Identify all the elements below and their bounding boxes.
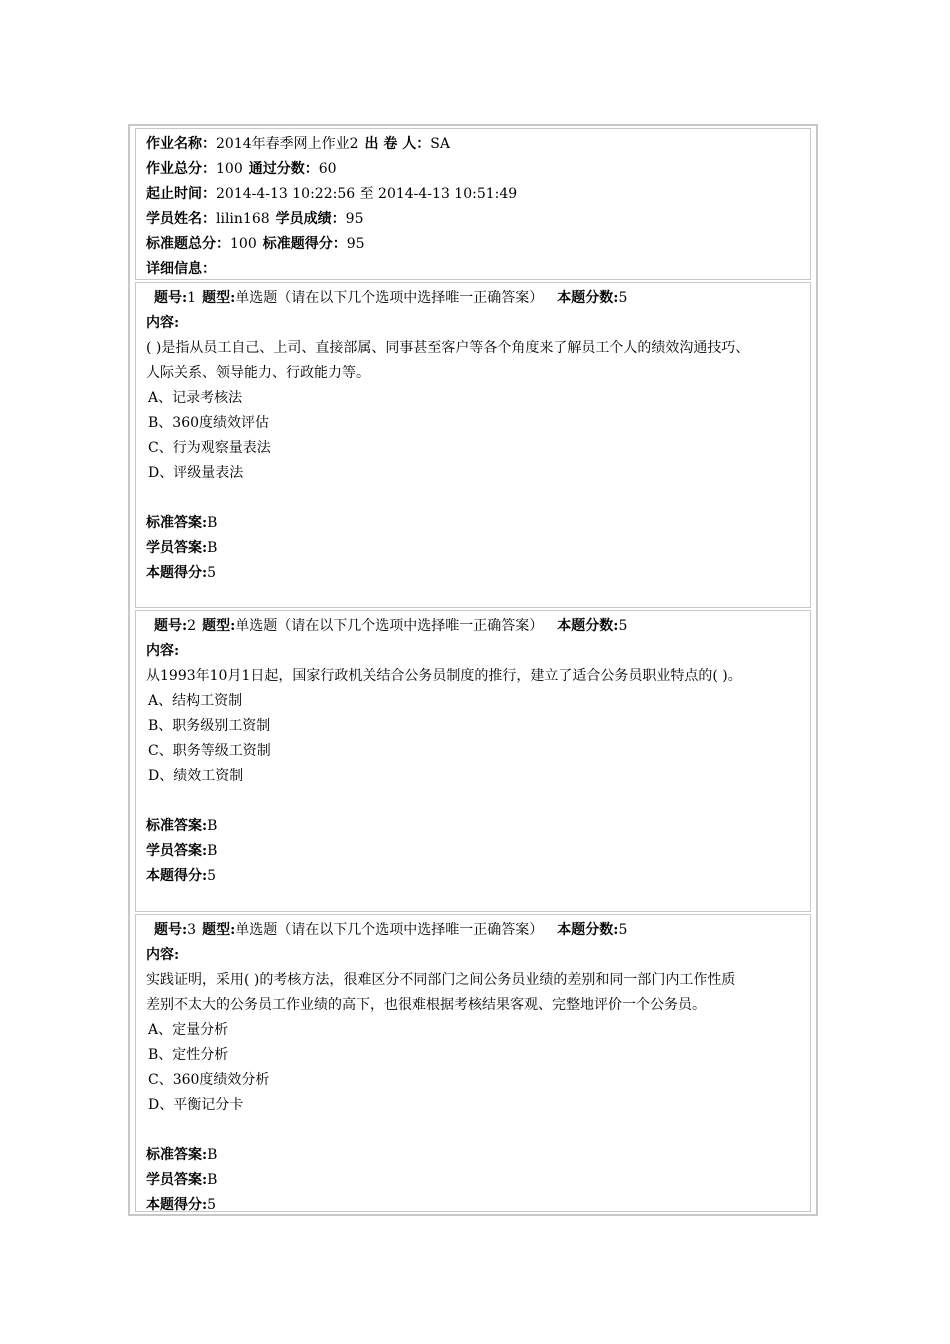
- student-name-value: lilin168: [216, 211, 270, 227]
- question-cell-1: [135, 282, 811, 608]
- option-b: B、360度绩效评估: [148, 415, 270, 431]
- standard-answer: [146, 1143, 217, 1168]
- std-score-value: 95: [346, 236, 365, 252]
- question-text-line-1: 从1993年10月1日起，国家行政机关结合公务员制度的推行，建立了适合公务员职业特点的( )。: [146, 668, 742, 684]
- question-cell-3: [135, 914, 811, 1212]
- question-type-value: 单选题（请在以下几个选项中选择唯一正确答案）: [235, 618, 544, 634]
- question-no-label: 题号:: [154, 290, 188, 306]
- author-value: SA: [430, 136, 450, 152]
- pass-score-label: 通过分数：: [248, 161, 319, 177]
- std-score-label: 标准题得分：: [262, 236, 347, 252]
- question-score-label: 本题分数:: [557, 290, 619, 306]
- detail-label: 详细信息：: [146, 261, 216, 277]
- time-value: 2014-4-13 10:22:56 至 2014-4-13 10:51:49: [216, 186, 518, 202]
- option-d: D、评级量表法: [148, 465, 244, 481]
- student-answer: [146, 1168, 217, 1193]
- question-header: [154, 614, 627, 639]
- question-score-label: 本题分数:: [557, 618, 619, 634]
- question-type-label: 题型:: [202, 922, 236, 938]
- question-score-value: 5: [618, 290, 628, 306]
- option-c: C、360度绩效分析: [148, 1072, 270, 1088]
- standard-answer-value: B: [207, 818, 218, 834]
- student-name-label: 学员姓名：: [146, 211, 216, 227]
- standard-answer-label: 标准答案:: [146, 1147, 208, 1163]
- student-grade-label: 学员成绩：: [275, 211, 346, 227]
- student-answer-label: 学员答案:: [146, 540, 208, 556]
- standard-answer-value: B: [207, 515, 218, 531]
- student-row: [146, 207, 363, 232]
- question-text-line-2: 人际关系、领导能力、行政能力等。: [146, 365, 370, 381]
- option-b: B、定性分析: [148, 1047, 229, 1063]
- student-answer-value: B: [207, 540, 218, 556]
- total-score-label: 作业总分：: [146, 161, 216, 177]
- question-no-value: 3: [187, 922, 197, 938]
- student-answer: [146, 536, 217, 561]
- question-type-label: 题型:: [202, 290, 236, 306]
- question-cell-2: [135, 610, 811, 912]
- standard-answer: [146, 814, 217, 839]
- got-score-label: 本题得分:: [146, 868, 208, 884]
- got-score-value: 5: [207, 565, 217, 581]
- student-answer-label: 学员答案:: [146, 1172, 208, 1188]
- option-d: D、绩效工资制: [148, 768, 244, 784]
- question-got-score: [146, 1193, 216, 1218]
- std-total-value: 100: [230, 236, 257, 252]
- question-header: [154, 918, 627, 943]
- content-label: 内容:: [146, 315, 180, 331]
- question-text-line-1: ( )是指从员工自己、上司、直接部属、同事甚至客户等各个角度来了解员工个人的绩效沟通技巧、: [146, 340, 750, 356]
- homework-name-row: [146, 132, 450, 157]
- question-type-label: 题型:: [202, 618, 236, 634]
- std-total-label: 标准题总分：: [146, 236, 230, 252]
- got-score-label: 本题得分:: [146, 565, 208, 581]
- question-no-label: 题号:: [154, 618, 188, 634]
- pass-score-value: 60: [318, 161, 337, 177]
- homework-name-label: 作业名称：: [146, 136, 216, 152]
- homework-result-table: [128, 124, 818, 1216]
- standard-answer-value: B: [207, 1147, 218, 1163]
- question-no-value: 2: [187, 618, 197, 634]
- option-a: A、记录考核法: [148, 390, 243, 406]
- option-d: D、平衡记分卡: [148, 1097, 244, 1113]
- question-no-value: 1: [187, 290, 197, 306]
- option-b: B、职务级别工资制: [148, 718, 271, 734]
- question-score-label: 本题分数:: [557, 922, 619, 938]
- homework-name-value: 2014年春季网上作业2: [216, 136, 359, 152]
- question-got-score: [146, 561, 216, 586]
- question-score-value: 5: [618, 922, 628, 938]
- got-score-label: 本题得分:: [146, 1197, 208, 1213]
- got-score-value: 5: [207, 1197, 217, 1213]
- got-score-value: 5: [207, 868, 217, 884]
- option-c: C、行为观察量表法: [148, 440, 271, 456]
- student-answer: [146, 839, 217, 864]
- option-a: A、结构工资制: [148, 693, 243, 709]
- total-score-value: 100: [216, 161, 243, 177]
- content-label: 内容:: [146, 643, 180, 659]
- student-answer-value: B: [207, 843, 218, 859]
- question-no-label: 题号:: [154, 922, 188, 938]
- student-grade-value: 95: [345, 211, 364, 227]
- student-answer-label: 学员答案:: [146, 843, 208, 859]
- question-score-value: 5: [618, 618, 628, 634]
- author-label: 出 卷 人：: [364, 136, 431, 152]
- question-got-score: [146, 864, 216, 889]
- header-cell: [135, 128, 811, 280]
- score-row: [146, 157, 337, 182]
- standard-answer-label: 标准答案:: [146, 515, 208, 531]
- standard-score-row: [146, 232, 365, 257]
- student-answer-value: B: [207, 1172, 218, 1188]
- option-c: C、职务等级工资制: [148, 743, 271, 759]
- standard-answer-label: 标准答案:: [146, 818, 208, 834]
- question-text-line-2: 差别不太大的公务员工作业绩的高下，也很难根据考核结果客观、完整地评价一个公务员。: [146, 997, 706, 1013]
- question-header: [154, 286, 627, 311]
- time-label: 起止时间：: [146, 186, 216, 202]
- question-text-line-1: 实践证明，采用( )的考核方法，很难区分不同部门之间公务员业绩的差别和同一部门内工作性质: [146, 972, 736, 988]
- content-label: 内容:: [146, 947, 180, 963]
- time-row: [146, 182, 517, 207]
- question-type-value: 单选题（请在以下几个选项中选择唯一正确答案）: [235, 922, 544, 938]
- option-a: A、定量分析: [148, 1022, 229, 1038]
- standard-answer: [146, 511, 217, 536]
- question-type-value: 单选题（请在以下几个选项中选择唯一正确答案）: [235, 290, 544, 306]
